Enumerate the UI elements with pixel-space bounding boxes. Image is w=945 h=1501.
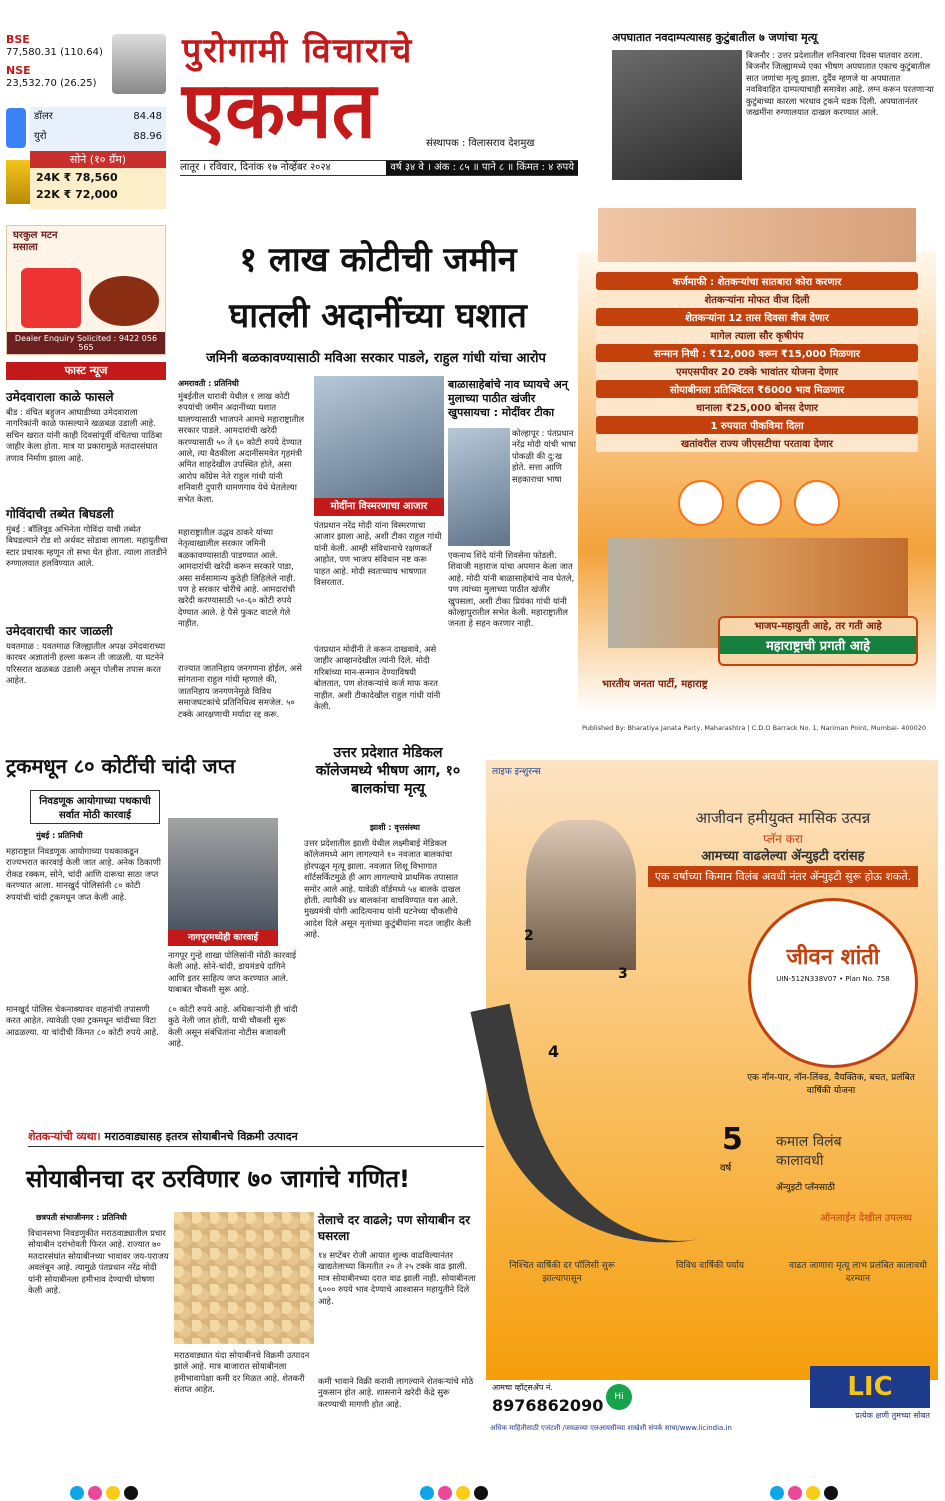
silver-headline: ट्रकमधून ८० कोटींची चांदी जप्त	[6, 754, 236, 778]
couple-photo	[526, 820, 636, 970]
gold-22k: 22K ₹ 72,000	[36, 188, 118, 201]
plan-uin: UIN-512N338V07 • Plan No. 758	[776, 975, 890, 983]
black-mark	[124, 1486, 138, 1500]
lic-tagline: प्रत्येक क्षणी तुमच्या सोबत	[855, 1411, 930, 1420]
fire-byline: झाशी : वृत्तसंस्था	[370, 823, 420, 832]
gold-header: सोने (१० ग्रॅम)	[30, 151, 166, 168]
gold-bar-image	[6, 160, 30, 204]
max-deferral: कमाल विलंब कालावधी	[776, 1134, 842, 1169]
lotus-symbol-icon	[678, 480, 724, 526]
lead-subhead: जमिनी बळकावण्यासाठी मविआ सरकार पाडले, राहुल गांधी यांचा आरोप	[206, 351, 546, 366]
slogan-line2: महाराष्ट्राची प्रगती आहे	[720, 636, 916, 654]
gharkul-masala-ad	[6, 225, 166, 355]
lead-byline: अमरावती : प्रतिनिधी	[178, 379, 239, 388]
silver-body-2: मानखुर्द पोलिस चेकनाक्यावर वाहनांची तपासणी करत आहेत. त्यावेळी एका ट्रकमधून चांदीच्या विटा आढळल्या. या चांदीची किंमत ८० कोटी रुपये आहे.	[6, 1004, 159, 1037]
yellow-mark	[106, 1486, 120, 1500]
bjp-published-by: Published By: Bharatiya Janata Party, Maharashtra | C.D.O Barrack No. 1, Nariman Point, Mumbai- 400020	[582, 724, 927, 732]
yellow-mark	[456, 1486, 470, 1500]
currency-icon	[6, 108, 26, 148]
slogan-line1: भाजप-महायुती आहे, तर गती आहे	[754, 621, 882, 632]
black-mark	[824, 1486, 838, 1500]
lic-line4: एक वर्षाच्या किमान विलंब अवधी नंतर ॲन्युइटी सुरू होऊ शकते.	[648, 866, 918, 887]
euro-value: 88.96	[133, 131, 162, 142]
feature-3: वाढत जाणारा मृत्यू लाभ प्रलंबित कालावधी दरम्यान	[788, 1261, 928, 1284]
whatsapp-number: 8976862090	[492, 1396, 604, 1415]
fast-news-body: मुंबई : बॉलिवूड अभिनेता गोविंदा याची तब्येत बिघडल्याने रोड शो अर्धवट सोडावा लागला. महायुतीचा स्टार प्रचारक म्हणून तो सभा घेत होता. त्याला तातडीने रुग्णालयात हलविण्यात आले.	[6, 524, 168, 569]
euro-label: युरो	[34, 131, 47, 142]
accident-body: बिजनौर : उत्तर प्रदेशातील शनिवारचा दिवस घातवार ठरला. बिजनौर जिल्ह्यामध्ये एका भीषण अपघातात एकाच कुटुंबातील सात जणांचा मृत्यू झाला. दुर्दैव म्हणजे या अपघातात नवविवाहित दाम्पत्याचाही समावेश आहे. लग्न करून परतणाऱ्या कुटुंबाच्या कारला भरधाव ट्रकने धडक दिली. अपघातानंतर जखमींना रुग्णालयात दाखल करण्यात आले.	[746, 50, 934, 118]
lic-footer: अधिक माहितीसाठी एजंटशी /जवळच्या एलआयसीच्या शाखेशी संपर्क साधा/www.licindia.in	[486, 1420, 938, 1437]
plan-name: जीवन शांती	[786, 945, 880, 970]
fast-news-title: गोविंदाची तब्येत बिघडली	[6, 507, 114, 521]
silver-body-4: ८० कोटी रुपये आहे. अधिकाऱ्यांनी ही चांदी कुठे नेली जात होती, याची चौकशी सुरू केली असून संबंधितांना नोटीस बजावली आहे.	[168, 1004, 298, 1049]
silver-body-1: महाराष्ट्रात निवडणूक आयोगाच्या पथकाकडून राज्यभरात कारवाई केली जात आहे. अनेक ठिकाणी रोकड रक्कम, सोने, चांदी आणि दारूचा साठा जप्त करण्यात आला. मानखुर्द पोलिसांनी ८० कोटी रुपयांची चांदी ट्रकमधून जप्त केली आहे.	[6, 846, 161, 902]
soy-byline: छत्रपती संभाजीनगर : प्रतिनिधी	[36, 1213, 127, 1222]
fast-news-bar: फास्ट न्यूज	[6, 362, 166, 380]
whatsapp-label: आमचा व्हॉट्सॲप नं.	[492, 1383, 553, 1392]
clock-symbol-icon	[794, 480, 840, 526]
lead-body-5: पंतप्रधान मोदींनी ते करून दाखवावे, असे जाहीर आव्हानदेखील त्यांनी दिले. मोदी गरिबांच्या मान-सन्मान देण्याविषयी बोलतात, पण शेतकऱ्यांचे कर्ज माफ करत नाहीत. अशी टीकादेखील राहुल गांधी यांनी केली.	[314, 644, 441, 712]
issue-info: वर्ष ३४ वे । अंक : ८५ ॥ पाने ८ ॥ किंमत : ४ रुपये	[386, 161, 578, 175]
print-registration-marks	[420, 1486, 530, 1500]
year-label: वर्ष	[720, 1163, 732, 1174]
fire-headline: उत्तर प्रदेशात मेडिकल कॉलेजमध्ये भीषण आग, १० बालकांचा मृत्यू	[315, 745, 461, 797]
soy-side-body: १४ सप्टेंबर रोजी आयात शुल्क वाढविल्यानंतर खाद्यतेलाच्या किमतीत २० ते २५ टक्के वाढ झाली. मात्र सोयाबीनच्या दरात वाढ झाली नाही. सोयाबीनला ६००० रुपये भाव देण्याचे आश्वासन महायुतीने दिले आहे.	[318, 1250, 476, 1306]
black-mark	[474, 1486, 488, 1500]
masthead-tagline: पुरोगामी विचाराचे	[182, 31, 414, 71]
bse-label: BSE	[6, 33, 30, 46]
gold-box	[30, 151, 166, 209]
soy-headline: सोयाबीनचा दर ठरविणार ७० जागांचे गणित!	[26, 1165, 410, 1193]
cyan-mark	[420, 1486, 434, 1500]
road-year-2: 2	[524, 928, 534, 944]
silver-byline: मुंबई : प्रतिनिधी	[36, 831, 83, 840]
bjp-promise: मागेल त्याला सौर कृषीपंप	[596, 326, 918, 344]
masthead-name: एकमत	[182, 66, 377, 156]
soy-bar-black: मराठवाड्यासह इतरत्र सोयाबीनचे विक्रमी उत्पादन	[104, 1130, 298, 1143]
fast-news-body: यवतमाळ : यवतमाळ जिल्ह्यातील अपक्ष उमेदवाराच्या कारवर अज्ञातांनी हल्ला करून ती जाळली. या घटनेने परिसरात खळबळ उडाली असून पोलीस तपास करत आहेत.	[6, 641, 166, 686]
side-story-headline: बाळासाहेबांचे नाव घ्यायचे अन् मुलाच्या पाठीत खंजीर खुपसायचा : मोदींवर टीका	[448, 378, 568, 419]
fast-news-body: बीड : वंचित बहुजन आघाडीच्या उमेदवाराला नागरिकांनी काळे फासल्याने खळबळ उडाली आहे. सचिन खरात यांनी काही दिवसांपूर्वी वंचितचा पाठिंबा जाहीर केला होता. मात्र या प्रकारामुळे मतदारसंघात तणाव निर्माण झाला आहे.	[6, 407, 163, 463]
silver-photo-caption: नागपूरमध्येही कारवाई	[168, 930, 278, 946]
magenta-mark	[788, 1486, 802, 1500]
road-year-3: 3	[618, 966, 628, 982]
lead-body-2: महाराष्ट्रातील उद्धव ठाकरे यांच्या नेतृत्वाखालील सरकार जमिनी बळकावण्यासाठी पाडण्यात आले. आमदारांची खरेदी करून सरकारे पाडा, असा सर्वसामान्य कुठेही लिहिलेले नाही. पण हे सरकार चोरीचे आहे. आमदारांची खरेदी करण्यासाठी ५०-६० कोटी रुपये देण्यात आले. हे पैसे फुकट वाटले गेले नाहीत.	[178, 527, 296, 629]
ad-title: घरकुल मटन मसाला	[13, 230, 58, 253]
print-registration-marks	[70, 1486, 180, 1500]
dollar-label: डॉलर	[34, 111, 53, 122]
feature-1: निश्चित वार्षिकी दर पॉलिसी सुरू झाल्यापासून	[509, 1261, 615, 1284]
masala-pack-image	[21, 268, 81, 328]
online-available: ऑनलाईन देखील उपलब्ध	[819, 1213, 913, 1224]
fast-news-title: उमेदवाराची कार जाळली	[6, 624, 113, 638]
bjp-promise: धानाला ₹25,000 बोनस देणार	[596, 398, 918, 416]
lic-line3: आमच्या वाढलेल्या ॲन्युइटी दरांसह	[701, 849, 865, 864]
silver-bricks-photo	[168, 818, 278, 930]
lead-col-1	[178, 378, 308, 748]
fast-news-title: उमेदवाराला काळे फासले	[6, 390, 114, 404]
bjp-advertisement	[578, 198, 936, 740]
feature-2: विविध वार्षिकी पर्याय	[676, 1261, 744, 1271]
masthead	[182, 26, 592, 156]
lic-line2: प्लॅन करा	[763, 832, 803, 846]
magenta-mark	[88, 1486, 102, 1500]
yellow-mark	[806, 1486, 820, 1500]
whatsapp-hi: Hi	[606, 1384, 632, 1410]
side-story-byline: कोल्हापूर : पंतप्रधान नरेंद्र मोदी यांची भाषा पोकळी की दु:ख होते. सत्ता आणि सहकाराचा भाषा	[512, 428, 576, 484]
jeevan-shanti-logo	[748, 898, 918, 1068]
lead-headline-line2: घातली अदानींच्या घशात	[229, 296, 527, 336]
lead-body-4: पंतप्रधान नरेंद्र मोदी यांना विस्मरणाचा आजार झाला आहे, अशी टीका राहुल गांधी यांनी केली. आम्ही संविधानाचे रक्षणकर्ते आहोत, पण भाजप संविधान नष्ट करू पाहत आहे. मोदी स्वतःच्याच भाषणात विसरतात.	[314, 520, 442, 588]
lead-headline-line1: १ लाख कोटीची जमीन	[239, 240, 517, 280]
bjp-promise: कर्जमाफी : शेतकऱ्यांचा सातबारा कोरा करणार	[596, 272, 918, 290]
bjp-promise: सन्मान निधी : ₹12,000 वरून ₹15,000 मिळणार	[596, 344, 918, 362]
max-deferral-sub: ॲन्युइटी प्लॅनसाठी	[776, 1183, 835, 1193]
cyan-mark	[70, 1486, 84, 1500]
bull-stock-image	[112, 34, 166, 94]
lic-advertisement	[486, 760, 938, 1480]
dollar-value: 84.48	[133, 111, 162, 122]
silver-body-3: नागपूर गुन्हे शाखा पोलिसांनी मोठी कारवाई केली आहे. सोने-चांदी, डायमंडचे दागिने आणि इतर साहित्य जप्त करण्यात आले. याबाबत चौकशी सुरू आहे.	[168, 950, 297, 995]
gold-24k: 24K ₹ 78,560	[36, 171, 118, 184]
priyanka-gandhi-photo	[448, 428, 510, 546]
cyan-mark	[770, 1486, 784, 1500]
bjp-promise: खतांवरील राज्य जीएसटीचा परतावा देणार	[596, 434, 918, 452]
edition-date: लातूर । रविवार, दिनांक १७ नोव्हेंबर २०२४	[180, 162, 331, 173]
bjp-promise: सोयाबीनला प्रतिक्विंटल ₹6000 भाव मिळणार	[596, 380, 918, 398]
lead-headline	[178, 232, 578, 344]
soy-body-3: कमी भावाने विक्री करावी लागल्याने शेतकऱ्यांचे मोठे नुकसान होत आहे. शासनाने खरेदी केंद्रे सुरू करण्याची मागणी होत आहे.	[318, 1376, 474, 1409]
bjp-promise: शेतकऱ्यांना 12 तास दिवसा वीज देणार	[596, 308, 918, 326]
nse-label: NSE	[6, 64, 31, 77]
soy-bar-red: शेतकऱ्यांची व्यथा।	[28, 1130, 101, 1143]
soy-side-headline: तेलाचे दर वाढले; पण सोयाबीन दर घसरला	[318, 1213, 471, 1243]
silver-box: निवडणूक आयोगाच्या पथकाची सर्वात मोठी कारवाई	[30, 790, 160, 824]
road-year-4: 4	[548, 1042, 560, 1061]
lead-body-3: राज्यात जातनिहाय जनगणना होईल, असे सांगताना राहुल गांधी म्हणाले की, जातनिहाय जनगणनेमुळे विविध समाजघटकांचे प्रतिनिधित्व समजेल. ५० टक्के आरक्षणाची मर्यादा रद्द करू.	[178, 663, 302, 719]
rahul-gandhi-photo	[314, 376, 444, 498]
nse-value: 23,532.70 (26.25)	[6, 78, 97, 89]
magenta-mark	[438, 1486, 452, 1500]
lic-line1: आजीवन हमीयुक्त मासिक उत्पन्न	[695, 809, 871, 827]
print-registration-marks	[770, 1486, 880, 1500]
bjp-promise: 1 रुपयात पीकविमा दिला	[596, 416, 918, 434]
bjp-promise: शेतकऱ्यांना मोफत वीज दिली	[596, 290, 918, 308]
bse-value: 77,580.31 (110.64)	[6, 47, 103, 58]
side-story-body: एकनाथ शिंदे यांनी शिवसेना फोडली. शिवाजी महाराज यांचा अपमान केला जात आहे. मोदी यांनी बाळासाहेबांचे नाव घेतले, पण त्यांच्या मुलाच्या पाठीत खंजीर खुपसला, अशी टीका प्रियंका गांधी यांनी कोल्हापुरातील सभेत केली. महाराष्ट्रातील जनता हे सहन करणार नाही.	[448, 550, 575, 629]
leaders-photo-strip	[598, 208, 916, 262]
bjp-party-name: भारतीय जनता पार्टी, महाराष्ट्र	[602, 679, 708, 690]
bjp-promise: एमएसपीवर 20 टक्के भावांतर योजना देणार	[596, 362, 918, 380]
soy-body-2: मराठवाड्यात यंदा सोयाबीनचे विक्रमी उत्पादन झाले आहे. मात्र बाजारात सोयाबीनला हमीभावापेक्षा कमी दर मिळत आहे. शेतकरी संतप्त आहेत.	[174, 1350, 310, 1395]
founder-line: संस्थापक : विलासराव देशमुख	[426, 138, 535, 149]
bow-arrow-symbol-icon	[736, 480, 782, 526]
dateline	[180, 160, 578, 176]
soy-section-bar	[28, 1129, 484, 1147]
lic-brand: लाइफ इन्शुरन्स	[492, 767, 541, 777]
lead-photo-caption: मोदींना विस्मरणाचा आजार	[314, 498, 444, 516]
year-5: 5	[722, 1122, 743, 1157]
fast-news-list	[6, 384, 168, 750]
accident-photo	[612, 50, 742, 180]
accident-headline: अपघातात नवदाम्पत्यासह कुटुंबातील ७ जणांचा मृत्यू	[612, 31, 818, 44]
plan-description: एक नॉन-पार, नॉन-लिंक्ड, वैयक्तिक, बचत, प्रलंबित वार्षिकी योजना	[747, 1073, 915, 1096]
fire-body: उत्तर प्रदेशातील झाशी येथील लक्ष्मीबाई मेडिकल कॉलेजमध्ये आग लागल्याने १० नवजात बालकांचा होरपळून मृत्यू झाला. नवजात शिशू विभागात शॉर्टसर्किटमुळे ही आग लागल्याचे प्राथमिक तपासात समोर आले आहे. यावेळी वॉर्डमध्ये ५४ बालके दाखल होती. त्यापैकी ४४ बालकांना वाचविण्यात यश आले. मुख्यमंत्री योगी आदित्यनाथ यांनी घटनेच्या चौकशीचे आदेश दिले असून मृतांच्या कुटुंबीयांना मदत जाहीर केली आहे.	[304, 838, 472, 940]
lead-body-1: मुंबईतील धारावी येथील १ लाख कोटी रुपयांची जमीन अदानींच्या घशात घालण्यासाठी भाजपने आमचे महाराष्ट्रातील सरकार पाडले. आमदारांची खरेदी करण्यासाठी ५० ते ६० कोटी रुपये देण्यात आले, त्या बैठकीला अदानींसमवेत गृहमंत्री अमित शाहदेखील उपस्थित होते, असा आरोप काँग्रेस नेते राहुल गांधी यांनी शनिवारी दुपारी धामणगाव येथे घेतलेल्या सभेत केला.	[178, 391, 305, 504]
ad-footer: Dealer Enquiry Solicited : 9422 056 565	[7, 332, 165, 354]
currency-box	[30, 107, 166, 151]
soy-body-1: विधानसभा निवडणुकीत मराठवाड्यातील प्रचार सोयाबीन दरांभोवती फिरत आहे. राज्यात ७० मतदारसंघांत सोयाबीनच्या भावावर जय-पराजय अवलंबून आहे. त्यामुळे पंतप्रधान नरेंद्र मोदी यांनी सोयाबीनला हमीभाव देण्याची घोषणा केली आहे.	[28, 1228, 169, 1296]
mutton-dish-image	[89, 276, 159, 326]
lic-logo: LIC	[810, 1366, 930, 1408]
bjp-slogan-box	[718, 616, 918, 666]
soybean-photo	[174, 1212, 314, 1344]
